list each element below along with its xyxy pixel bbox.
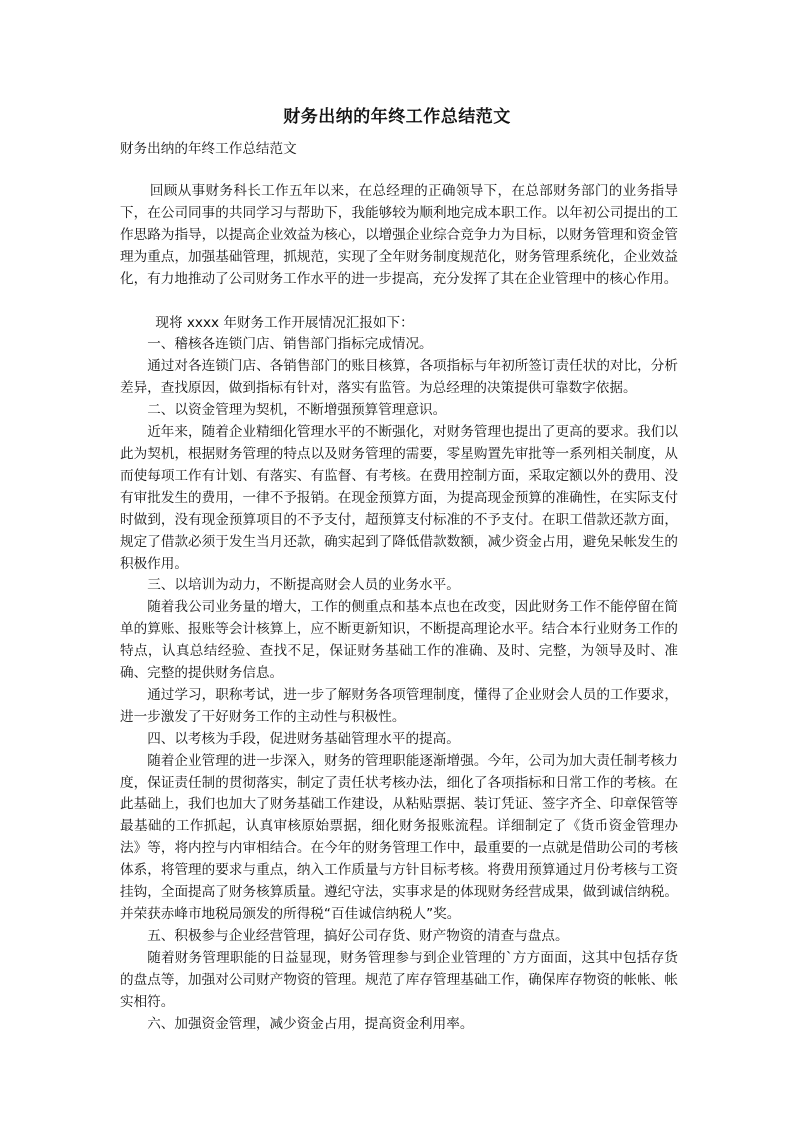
section-heading-2: 二、以资金管理为契机，不断增强预算管理意识。 bbox=[147, 402, 447, 419]
paragraph-section-3b: 通过学习，职称考试，进一步了解财务各项管理制度，懂得了企业财会人员的工作要求，进一步激发了干好财务工作的主动性与积极性。 bbox=[120, 686, 678, 725]
section-heading-5: 五、积极参与企业经营管理，搞好公司存货、财产物资的清查与盘点。 bbox=[147, 927, 569, 944]
paragraph-section-3a: 随着我公司业务量的增大，工作的侧重点和基本点也在改变，因此财务工作不能停留在简单的算账、报账等会计核算上，应不断更新知识，不断提高理论水平。结合本行业财务工作的特点，认真总结经验、查找不足，保证财务基础工作的准确、及时、完整，为领导及时、准确、完整的提供财务信息。 bbox=[120, 599, 678, 682]
paragraph-report-lead: 现将 xxxx 年财务工作开展情况汇报如下： bbox=[155, 314, 414, 331]
document-title: 财务出纳的年终工作总结范文 bbox=[283, 107, 511, 127]
section-heading-1: 一、稽核各连锁门店、销售部门指标完成情况。 bbox=[147, 336, 433, 353]
section-heading-6: 六、加强资金管理，减少资金占用，提高资金利用率。 bbox=[147, 1015, 474, 1032]
paragraph-section-5: 随着财务管理职能的日益显现，财务管理参与到企业管理的`方方面面，这其中包括存货的盘点等，加强对公司财产物资的管理。规范了库存管理基础工作，确保库存物资的帐帐、帐实相符。 bbox=[120, 949, 678, 1010]
paragraph-section-2: 近年来，随着企业精细化管理水平的不断强化，对财务管理也提出了更高的要求。我们以此为契机，根据财务管理的特点以及财务管理的需要，零星购置先审批等一系列相关制度，从而使每项工作有计划、有落实、有监督、有考核。在费用控制方面，采取定额以外的费用、没有审批发生的费用，一律不予报销。在现金预算方面，为提高现金预算的准确性，在实际支付时做到，没有现金预算项目的不予支付，超预算支付标准的不予支付。在职工借款还款方面，规定了借款必须于发生当月还款，确实起到了降低借款数额，减少资金占用，避免呆帐发生的积极作用。 bbox=[120, 424, 678, 572]
paragraph-section-1: 通过对各连锁门店、各销售部门的账目核算，各项指标与年初所签订责任状的对比，分析差异，查找原因，做到指标有针对，落实有监管。为总经理的决策提供可靠数字依据。 bbox=[120, 358, 678, 397]
section-heading-3: 三、以培训为动力，不断提高财会人员的业务水平。 bbox=[147, 577, 460, 594]
section-heading-4: 四、以考核为手段，促进财务基础管理水平的提高。 bbox=[147, 730, 460, 747]
document-subtitle: 财务出纳的年终工作总结范文 bbox=[120, 141, 297, 157]
paragraph-intro-review: 回顾从事财务科长工作五年以来，在总经理的正确领导下，在总部财务部门的业务指导下，在公司同事的共同学习与帮助下，我能够较为顺利地完成本职工作。以年初公司提出的工作思路为指导，以提高企业效益为核心，以增强企业综合竞争力为目标，以财务管理和资金管理为重点，加强基础管理，抓规范，实现了全年财务制度规范化，财务管理系统化，企业效益化，有力地推动了公司财务工作水平的进一步提高，充分发挥了其在企业管理中的核心作用。 bbox=[120, 183, 678, 287]
paragraph-section-4: 随着企业管理的进一步深入，财务的管理职能逐渐增强。今年，公司为加大责任制考核力度，保证责任制的贯彻落实，制定了责任状考核办法，细化了各项指标和日常工作的考核。在此基础上，我们也加大了财务基础工作建设，从粘贴票据、装订凭证、签字齐全、印章保管等最基础的工作抓起，认真审核原始票据，细化财务报账流程。详细制定了《货币资金管理办法》等，将内控与内审相结合。在今年的财务管理工作中，最重要的一点就是借助公司的考核体系，将管理的要求与重点，纳入工作质量与方针目标考核。将费用预算通过月份考核与工资挂钩，全面提高了财务核算质量。遵纪守法，实事求是的体现财务经营成果，做到诚信纳税。并荣获赤峰市地税局颁发的所得税“百佳诚信纳税人”奖。 bbox=[120, 752, 678, 922]
document-body bbox=[120, 181, 678, 1035]
